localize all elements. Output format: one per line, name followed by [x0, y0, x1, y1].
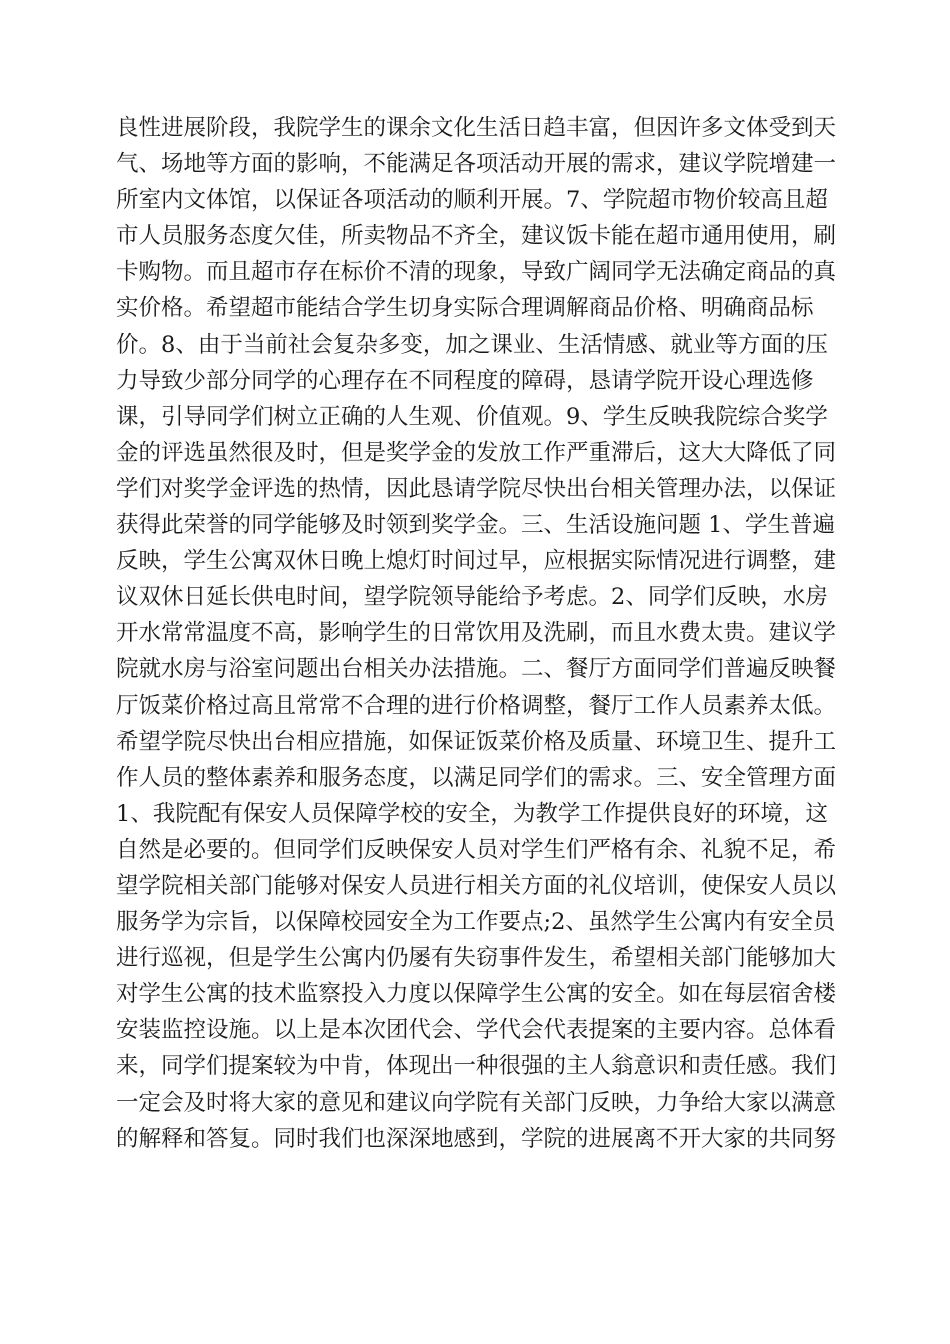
- text-line: 课，引导同学们树立正确的人生观、价值观。9、学生反映我院综合奖学: [116, 403, 828, 430]
- text-line: 议双休日延长供电时间，望学院领导能给予考虑。2、同学们反映，水房: [116, 584, 828, 611]
- text-line: 金的评选虽然很及时，但是奖学金的发放工作严重滞后，这大大降低了同: [116, 439, 837, 466]
- text-line: 的解释和答复。同时我们也深深地感到，学院的进展离不开大家的共同努: [116, 1125, 837, 1152]
- text-line: 市人员服务态度欠佳，所卖物品不齐全，建议饭卡能在超市通用使用，刷: [116, 223, 837, 250]
- text-line: 希望学院尽快出台相应措施，如保证饭菜价格及质量、环境卫生、提升工: [116, 728, 837, 755]
- text-line: 厅饭菜价格过高且常常不合理的进行价格调整，餐厅工作人员素养太低。: [116, 692, 837, 719]
- body-text: [116, 110, 836, 1157]
- text-line: 1、我院配有保安人员保障学校的安全，为教学工作提供良好的环境，这: [116, 800, 828, 827]
- text-line: 望学院相关部门能够对保安人员进行相关方面的礼仪培训，使保安人员以: [116, 872, 837, 899]
- text-line: 力导致少部分同学的心理存在不同程度的障碍，恳请学院开设心理选修: [116, 367, 814, 394]
- text-line: 一定会及时将大家的意见和建议向学院有关部门反映，力争给大家以满意: [116, 1089, 837, 1116]
- text-line: 作人员的整体素养和服务态度，以满足同学们的需求。三、安全管理方面: [116, 764, 837, 791]
- text-line: 获得此荣誉的同学能够及时领到奖学金。三、生活设施问题 1、学生普遍: [116, 512, 835, 539]
- text-line: 所室内文体馆，以保证各项活动的顺利开展。7、学院超市物价较高且超: [116, 187, 828, 214]
- text-line: 气、场地等方面的影响，不能满足各项活动开展的需求，建议学院增建一: [116, 151, 837, 178]
- text-line: 开水常常温度不高，影响学生的日常饮用及洗刷，而且水费太贵。建议学: [116, 620, 837, 647]
- text-line: 来，同学们提案较为中肯，体现出一种很强的主人翁意识和责任感。我们: [116, 1053, 837, 1080]
- text-line: 实价格。希望超市能结合学生切身实际合理调解商品价格、明确商品标: [116, 295, 814, 322]
- text-line: 良性进展阶段，我院学生的课余文化生活日趋丰富，但因许多文体受到天: [116, 115, 837, 141]
- text-line: 服务学为宗旨，以保障校园安全为工作要点;2、虽然学生公寓内有安全员: [116, 909, 836, 936]
- text-line: 自然是必要的。但同学们反映保安人员对学生们严格有余、礼貌不足，希: [116, 836, 837, 863]
- text-line: 安装监控设施。以上是本次团代会、学代会代表提案的主要内容。总体看: [116, 1017, 837, 1044]
- text-line: 进行巡视，但是学生公寓内仍屡有失窃事件发生，希望相关部门能够加大: [116, 945, 837, 972]
- text-line: 价。8、由于当前社会复杂多变，加之课业、生活情感、就业等方面的压: [116, 331, 828, 358]
- text-line: 对学生公寓的技术监察投入力度以保障学生公寓的安全。如在每层宿舍楼: [116, 981, 837, 1008]
- text-line: 院就水房与浴室问题出台相关办法措施。二、餐厅方面同学们普遍反映餐: [116, 656, 837, 683]
- text-line: 反映，学生公寓双休日晚上熄灯时间过早，应根据实际情况进行调整，建: [116, 548, 837, 575]
- text-line: 卡购物。而且超市存在标价不清的现象，导致广阔同学无法确定商品的真: [116, 259, 837, 286]
- text-line: 学们对奖学金评选的热情，因此恳请学院尽快出台相关管理办法，以保证: [116, 475, 837, 502]
